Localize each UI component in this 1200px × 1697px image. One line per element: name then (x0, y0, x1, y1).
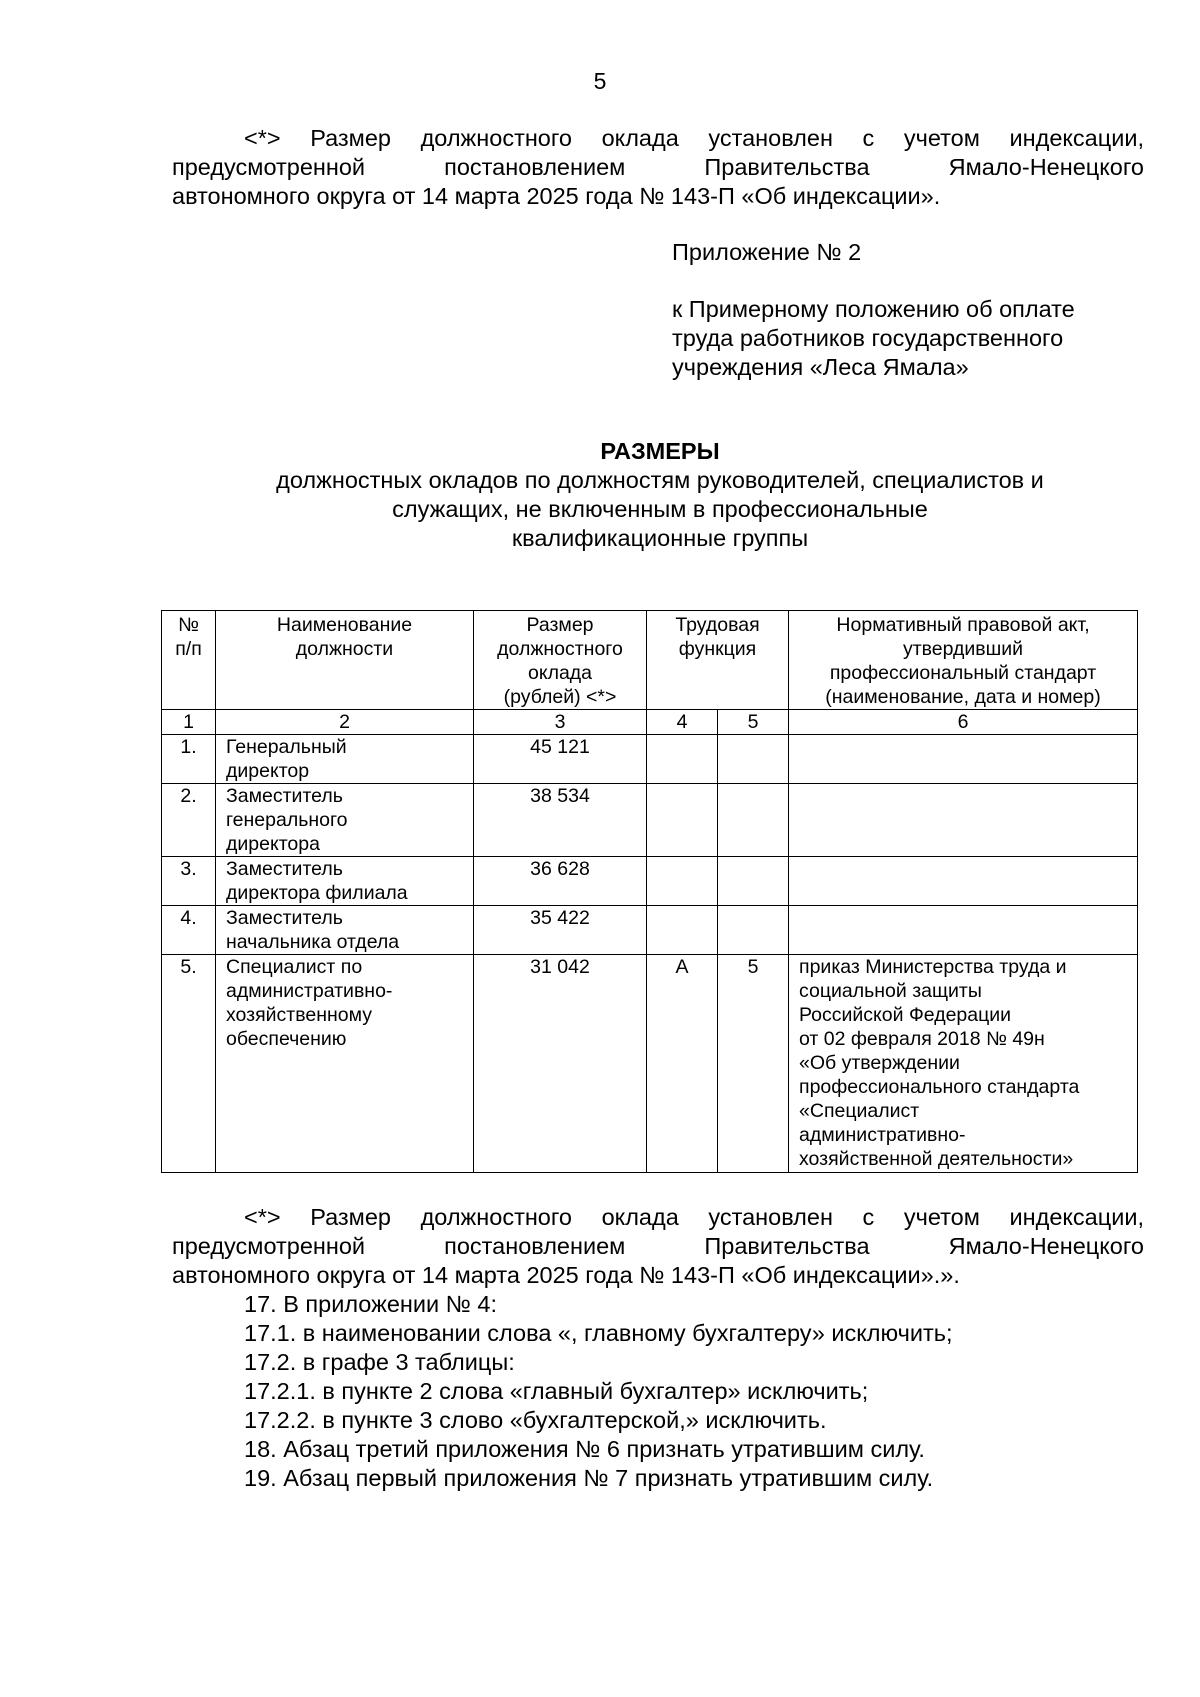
function-code (647, 906, 718, 955)
salary-value: 35 422 (474, 906, 647, 955)
annex-reference-line: к Примерному положению об оплате (672, 296, 1075, 322)
legal-act (789, 857, 1138, 906)
header-text: должности (295, 638, 394, 660)
header-text: (рублей) <*> (503, 686, 617, 708)
header-text: (наименование, дата и номер) (825, 686, 1101, 708)
header-text: утвердивший (902, 638, 1024, 660)
table-row (162, 906, 1138, 955)
column-number-row (162, 710, 1138, 735)
header-text: № (178, 614, 199, 636)
header-function (647, 611, 789, 710)
salary-table (161, 610, 1138, 1173)
table-row (162, 955, 1138, 1173)
amendment-item: 17.1. в наименовании слова «, главному бухгалтеру» исключить; (244, 1320, 953, 1346)
column-number: 2 (216, 710, 474, 735)
footnote-line: <*> Размер должностного оклада установлен с учетом индексации, (244, 1204, 1144, 1230)
position-name-line: Заместитель (226, 858, 343, 880)
salary-value: 36 628 (474, 857, 647, 906)
position-name-line: Специалист по (226, 956, 363, 978)
salary-value: 31 042 (474, 955, 647, 1173)
annex-reference (672, 295, 1075, 382)
legal-act-line: «Специалист (799, 1100, 920, 1122)
position-name (216, 735, 474, 784)
annex-number: Приложение № 2 (672, 239, 862, 265)
position-name-line: Генеральный (226, 736, 347, 758)
header-text: оклада (527, 662, 593, 684)
footnote-line: автономного округа от 14 марта 2025 года № 143-П «Об индексации».». (172, 1262, 960, 1288)
amendment-item: 17.2.2. в пункте 3 слово «бухгалтерской,» исключить. (244, 1407, 827, 1433)
position-name-line: директора (226, 833, 320, 855)
legal-act-line: приказ Министерства труда и (799, 956, 1067, 978)
position-name-line: обеспечению (226, 1028, 347, 1050)
document-subtitle (150, 466, 1170, 553)
position-name-line: начальника отдела (226, 931, 400, 953)
header-text: должностного (497, 638, 623, 660)
row-number: 1. (162, 735, 216, 784)
legal-act-line: административно- (799, 1124, 966, 1146)
row-number: 4. (162, 906, 216, 955)
header-act (789, 611, 1138, 710)
annex-reference-line: труда работников государственного (672, 325, 1064, 351)
function-code (647, 857, 718, 906)
document-title: РАЗМЕРЫ (600, 438, 720, 464)
position-name-line: хозяйственному (226, 1004, 372, 1026)
amendment-item: 19. Абзац первый приложения № 7 признать утратившим силу. (244, 1465, 934, 1491)
function-level: 5 (718, 955, 789, 1173)
legal-act (789, 955, 1138, 1173)
header-text: Наименование (276, 614, 413, 636)
header-text: Трудовая (675, 614, 760, 636)
annex-reference-line: учреждения «Леса Ямала» (672, 354, 969, 380)
legal-act-line: хозяйственной деятельности» (799, 1148, 1074, 1170)
function-code (647, 735, 718, 784)
table-row (162, 857, 1138, 906)
legal-act-line: социальной защиты (799, 980, 982, 1002)
function-code (647, 784, 718, 857)
table-row (162, 735, 1138, 784)
amendment-item: 17.2. в графе 3 таблицы: (244, 1349, 515, 1375)
position-name (216, 784, 474, 857)
function-level (718, 784, 789, 857)
column-number: 1 (162, 710, 216, 735)
position-name (216, 906, 474, 955)
row-number: 2. (162, 784, 216, 857)
column-number: 5 (718, 710, 789, 735)
header-text: Размер (526, 614, 594, 636)
position-name-line: директор (226, 760, 310, 782)
footnote-line: автономного округа от 14 марта 2025 года № 143-П «Об индексации». (172, 183, 941, 209)
footnote-top (172, 124, 1144, 211)
header-text: профессиональный стандарт (829, 662, 1097, 684)
amendment-item: 18. Абзац третий приложения № 6 признать утратившим силу. (244, 1436, 925, 1462)
legal-act (789, 784, 1138, 857)
position-name-line: директора филиала (226, 882, 408, 904)
position-name (216, 955, 474, 1173)
legal-act-line: Российской Федерации (799, 1004, 1012, 1026)
header-no (162, 611, 216, 710)
legal-act-line: профессионального стандарта (799, 1076, 1080, 1098)
footnote-line: предусмотренной постановлением Правительства Ямало-Ненецкого (172, 1233, 1144, 1259)
table-header-row (162, 611, 1138, 710)
legal-act-line: от 02 февраля 2018 № 49н (799, 1028, 1045, 1050)
column-number: 3 (474, 710, 647, 735)
salary-value: 45 121 (474, 735, 647, 784)
column-number: 4 (647, 710, 718, 735)
footnote-line: <*> Размер должностного оклада установлен с учетом индексации, (244, 125, 1144, 151)
footnote-bottom (172, 1203, 1144, 1290)
column-number: 6 (789, 710, 1138, 735)
row-number: 5. (162, 955, 216, 1173)
legal-act (789, 735, 1138, 784)
subtitle-line: квалификационные группы (511, 525, 809, 551)
function-level (718, 735, 789, 784)
page-number: 5 (593, 68, 607, 94)
footnote-line: предусмотренной постановлением Правительства Ямало-Ненецкого (172, 154, 1144, 180)
header-text: п/п (175, 638, 202, 660)
amendment-item: 17.2.1. в пункте 2 слова «главный бухгалтер» исключить; (244, 1378, 869, 1404)
position-name-line: Заместитель (226, 785, 343, 807)
salary-value: 38 534 (474, 784, 647, 857)
function-level (718, 857, 789, 906)
header-salary (474, 611, 647, 710)
legal-act (789, 906, 1138, 955)
subtitle-line: должностных окладов по должностям руководителей, специалистов и (276, 467, 1044, 493)
position-name-line: генерального (226, 809, 348, 831)
function-code: A (647, 955, 718, 1173)
table-row (162, 784, 1138, 857)
row-number: 3. (162, 857, 216, 906)
position-name-line: административно- (226, 980, 393, 1002)
amendment-item: 17. В приложении № 4: (244, 1291, 497, 1317)
header-text: Нормативный правовой акт, (836, 614, 1090, 636)
header-text: функция (678, 638, 757, 660)
position-name-line: Заместитель (226, 907, 343, 929)
function-level (718, 906, 789, 955)
header-name (216, 611, 474, 710)
subtitle-line: служащих, не включенным в профессиональные (392, 496, 928, 522)
position-name (216, 857, 474, 906)
legal-act-line: «Об утверждении (799, 1052, 960, 1074)
